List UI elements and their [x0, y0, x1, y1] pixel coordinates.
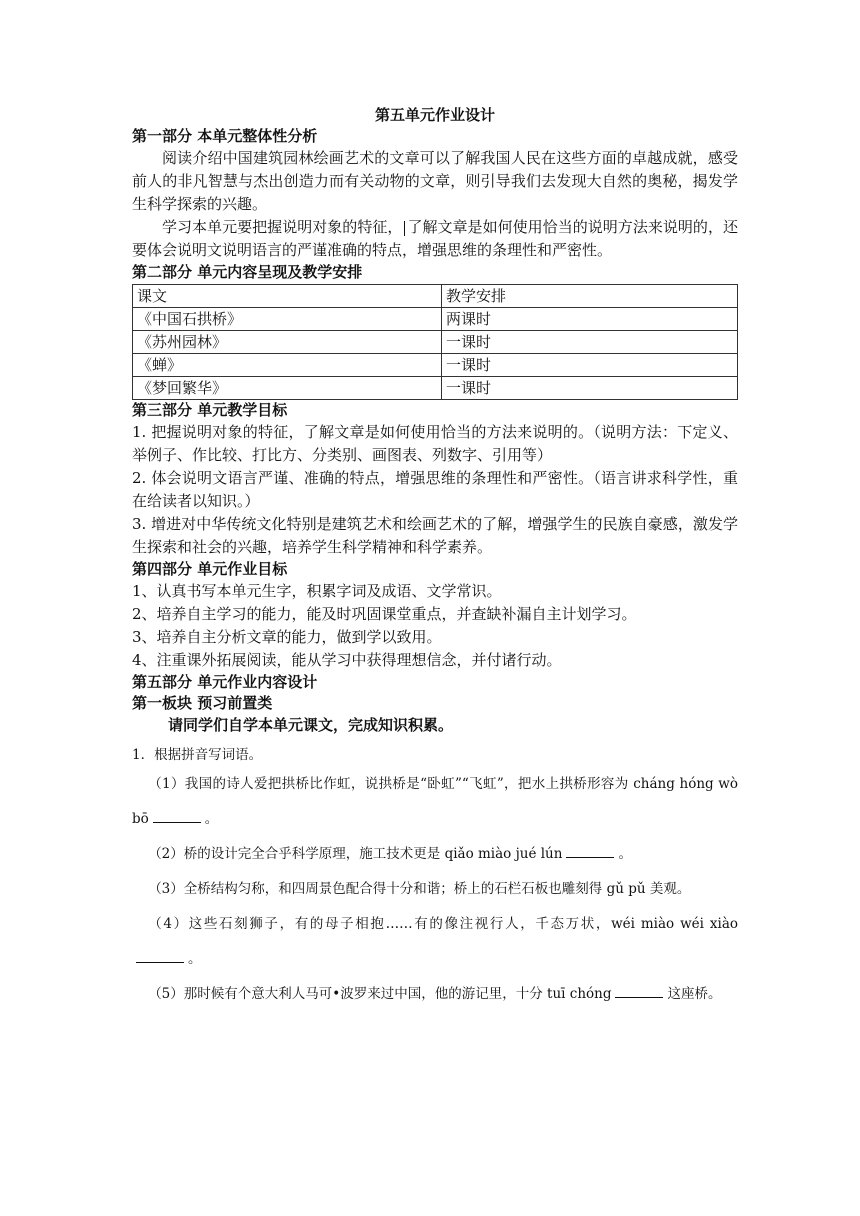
part1-heading: 第一部分 本单元整体性分析	[132, 127, 318, 145]
sub-question-text: （5）那时候有个意大利人马可•波罗来过中国，他的游记里，十分 tuī chóng	[148, 986, 612, 1002]
table-header: 教学安排	[442, 285, 738, 308]
answer-blank[interactable]	[566, 843, 614, 858]
answer-blank[interactable]	[136, 948, 184, 963]
sub-question-text: （4）这些石刻狮子，有的母子相抱……有的像注视行人，千态万状，wéi miào wéi xiào	[148, 916, 738, 932]
sub-question	[132, 907, 738, 977]
sub-question-end: 。	[204, 811, 219, 827]
homework-goal-item: 1、认真书写本单元生字，积累字词及成语、文学常识。	[132, 582, 502, 600]
sub-question	[132, 977, 738, 1012]
answer-blank[interactable]	[153, 808, 201, 823]
table-cell: 两课时	[442, 308, 738, 331]
block1-heading: 第一板块 预习前置类	[132, 694, 273, 712]
homework-goal-item: 2、培养自主学习的能力，能及时巩固课堂重点，并查缺补漏自主计划学习。	[132, 605, 637, 623]
sub-question-text: （3）全桥结构匀称，和四周景色配合得十分和谐；桥上的石栏石板也雕刻得 gǔ pǔ 美观。	[148, 881, 691, 897]
sub-question-end: 这座桥。	[667, 986, 722, 1002]
instruction-text: 请同学们自学本单元课文，完成知识积累。	[168, 716, 454, 734]
sub-question	[132, 767, 738, 837]
table-cell: 《梦回繁华》	[133, 377, 442, 400]
document-title: 第五单元作业设计	[374, 106, 495, 124]
table-cell: 一课时	[442, 354, 738, 377]
table-cell: 一课时	[442, 331, 738, 354]
teaching-goal-item: 2. 体会说明文语言严谨、准确的特点，增强思维的条理性和严密性。（语言讲求科学性，重在给读者以知识。）	[132, 469, 738, 510]
teaching-goal-item: 3. 增进对中华传统文化特别是建筑艺术和绘画艺术的了解，增强学生的民族自豪感，激发学生探索和社会的兴趣，培养学生科学精神和科学素养。	[132, 515, 738, 556]
answer-blank[interactable]	[615, 983, 663, 998]
table-header-row	[133, 285, 738, 308]
table-row	[133, 354, 738, 377]
part1-paragraph-2a: 学习本单元要把握说明对象的特征，	[162, 218, 403, 236]
table-header: 课文	[133, 285, 442, 308]
part4-heading: 第四部分 单元作业目标	[132, 560, 288, 578]
homework-goal-item: 3、培养自主分析文章的能力，做到学以致用。	[132, 628, 442, 646]
sub-question	[132, 872, 738, 907]
teaching-goal-item: 1. 把握说明对象的特征，了解文章是如何使用恰当的方法来说明的。（说明方法：下定义、举例子、作比较、打比方、分类别、画图表、列数字、引用等）	[132, 423, 738, 464]
homework-goal-item: 4、注重课外拓展阅读，能从学习中获得理想信念，并付诸行动。	[132, 651, 562, 669]
part1-paragraph-1: 阅读介绍中国建筑园林绘画艺术的文章可以了解我国人民在这些方面的卓越成就，感受前人的非凡智慧与杰出创造力而有关动物的文章，则引导我们去发现大自然的奥秘，揭发学生科学探索的兴趣。	[132, 149, 738, 213]
part1-paragraph-2	[132, 216, 738, 262]
table-row	[133, 377, 738, 400]
table-cell: 《蝉》	[133, 354, 442, 377]
part3-heading: 第三部分 单元教学目标	[132, 401, 288, 419]
sub-question-end: 。	[618, 846, 632, 862]
part2-heading: 第二部分 单元内容呈现及教学安排	[132, 263, 363, 281]
table-cell: 一课时	[442, 377, 738, 400]
document-page	[132, 104, 738, 1012]
sub-question-end: 。	[188, 951, 202, 967]
sub-question-text: （1）我国的诗人爱把拱桥比作虹，说拱桥是“卧虹”“飞虹”，把水上拱桥形容为 cháng hóng wò bō	[132, 776, 738, 827]
sub-question	[132, 837, 738, 872]
table-row	[133, 308, 738, 331]
table-cell: 《苏州园林》	[133, 331, 442, 354]
table-row	[133, 331, 738, 354]
part1-paragraph-2b: 了解文章是如何使用恰当的说明方法来说明的，还要体会说明文说明语言的严谨准确的特点，增强思维的条理性和严密性。	[132, 218, 738, 259]
question-1: 1．根据拼音写词语。	[132, 747, 263, 763]
part5-heading: 第五部分 单元作业内容设计	[132, 673, 318, 691]
table-cell: 《中国石拱桥》	[133, 308, 442, 331]
sub-question-text: （2）桥的设计完全合乎科学原理，施工技术更是 qiǎo miào jué lún	[148, 846, 563, 862]
text-cursor	[404, 221, 405, 236]
schedule-table	[132, 284, 738, 400]
